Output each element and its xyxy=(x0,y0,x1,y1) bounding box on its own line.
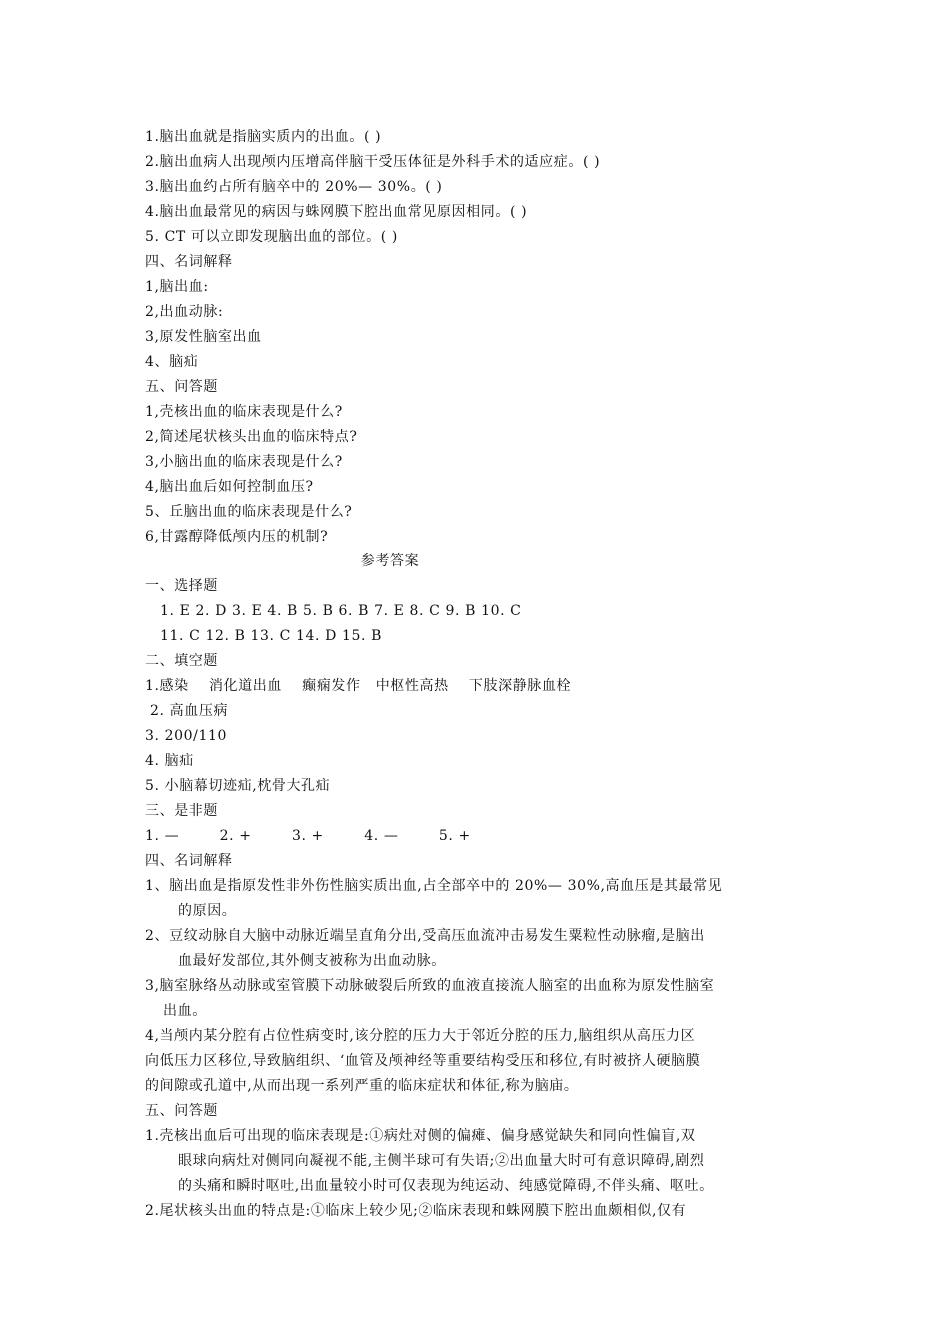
text-line: 四、名词解释 xyxy=(145,254,233,270)
text-line: 3,原发性脑室出血 xyxy=(145,329,262,345)
text-line: 的间隙或孔道中,从而出现一系列严重的临床症状和体征,称为脑庙。 xyxy=(145,1078,579,1094)
text-line: 11. C 12. B 13. C 14. D 15. B xyxy=(160,628,382,644)
text-line: 4,脑出血后如何控制血压? xyxy=(145,479,314,495)
text-line: 4、脑疝 xyxy=(145,354,199,370)
text-line: 4. 脑疝 xyxy=(145,753,194,769)
text-line: 3,小脑出血的临床表现是什么? xyxy=(145,454,343,470)
text-line: 2. 高血压病 xyxy=(145,703,229,719)
text-line: 3. 200/110 xyxy=(145,728,227,744)
text-line: 1,脑出血: xyxy=(145,279,209,295)
text-line: 五、问答题 xyxy=(145,379,218,395)
text-line: 四、名词解释 xyxy=(145,853,233,869)
text-line: 向低压力区移位,导致脑组织、‘血管及颅神经等重要结构受压和移位,有时被挤人硬脑膜 xyxy=(145,1053,701,1069)
text-line: 血最好发部位,其外侧支被称为出血动脉。 xyxy=(178,953,446,969)
text-line: 的头痛和瞬时呕吐,出血量较小时可仅表现为纯运动、纯感觉障碍,不伴头痛、呕吐。 xyxy=(178,1178,714,1194)
text-line: 5. 小脑幕切迹疝,枕骨大孔疝 xyxy=(145,778,331,794)
text-line: 5、丘脑出血的临床表现是什么? xyxy=(145,504,353,520)
text-line: 1. E 2. D 3. E 4. B 5. B 6. B 7. E 8. C 9. B 10. C xyxy=(160,603,522,619)
text-line: 1.感染 消化道出血 癫痫发作 中枢性高热 下肢深静脉血栓 xyxy=(145,678,572,694)
text-line: 4,当颅内某分腔有占位性病变时,该分腔的压力大于邻近分腔的压力,脑组织从高压力区 xyxy=(145,1028,696,1044)
text-line: 2,简述尾状核头出血的临床特点? xyxy=(145,429,358,445)
text-line: 五、问答题 xyxy=(145,1103,218,1119)
text-line: 眼球向病灶对侧同向凝视不能,主侧半球可有失语;②出血量大时可有意识障碍,剧烈 xyxy=(178,1153,705,1169)
text-line: 1.壳核出血后可出现的临床表现是:①病灶对侧的偏瘫、偏身感觉缺失和同向性偏盲,双 xyxy=(145,1128,696,1144)
text-line: 1. — 2. + 3. + 4. — 5. + xyxy=(145,828,471,844)
text-line: 一、选择题 xyxy=(145,578,218,594)
text-line: 1,壳核出血的临床表现是什么? xyxy=(145,404,343,420)
text-line: 6,甘露醇降低颅内压的机制? xyxy=(145,529,329,545)
text-line: 1.脑出血就是指脑实质内的出血。( ) xyxy=(145,129,382,145)
text-line: 的原因。 xyxy=(178,903,237,919)
answer-section-heading: 参考答案 xyxy=(360,553,420,569)
text-line: 2.尾状核头出血的特点是:①临床上较少见;②临床表现和蛛网膜下腔出血颇相似,仅有 xyxy=(145,1203,687,1219)
text-line: 3.脑出血约占所有脑卒中的 20%— 30%。( ) xyxy=(145,179,443,195)
text-line: 2.脑出血病人出现颅内压增高伴脑干受压体征是外科手术的适应症。( ) xyxy=(145,154,601,170)
text-line: 2、豆纹动脉自大脑中动脉近端呈直角分出,受高压血流冲击易发生粟粒性动脉瘤,是脑出 xyxy=(145,928,705,944)
text-line: 二、填空题 xyxy=(145,653,218,669)
text-line: 3,脑室脉络丛动脉或室管膜下动脉破裂后所致的血液直接流人脑室的出血称为原发性脑室 xyxy=(145,978,715,994)
text-line: 1、脑出血是指原发性非外伤性脑实质出血,占全部卒中的 20%— 30%,高血压是其最常见 xyxy=(145,878,723,894)
text-line: 三、是非题 xyxy=(145,803,218,819)
text-line: 出血。 xyxy=(163,1003,207,1019)
text-line: 4.脑出血最常见的病因与蛛网膜下腔出血常见原因相同。( ) xyxy=(145,204,528,220)
text-line: 2,出血动脉: xyxy=(145,304,224,320)
text-line: 5. CT 可以立即发现脑出血的部位。( ) xyxy=(145,229,398,245)
